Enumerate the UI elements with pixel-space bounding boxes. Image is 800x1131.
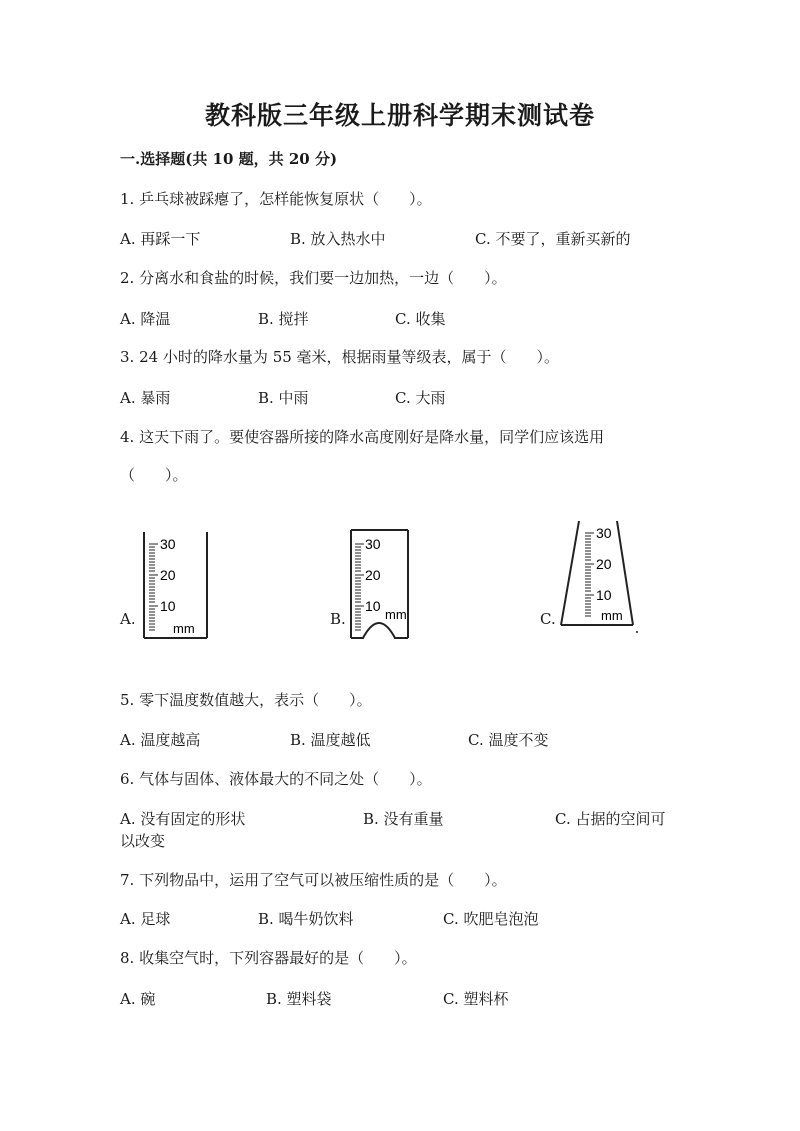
q4-option-b: B. xyxy=(330,610,346,628)
q1-option-b: B. 放入热水中 xyxy=(290,230,386,248)
question-2: 2. 分离水和食盐的时候，我们要一边加热，一边（ ）。 xyxy=(120,269,507,287)
unit-label: mm xyxy=(173,621,195,636)
question-6: 6. 气体与固体、液体最大的不同之处（ ）。 xyxy=(120,770,432,788)
q6-option-b: B. 没有重量 xyxy=(363,810,444,828)
q6-option-c-wrap: 以改变 xyxy=(120,832,166,850)
question-8: 8. 收集空气时，下列容器最好的是（ ）。 xyxy=(120,949,417,967)
q3-option-c: C. 大雨 xyxy=(395,389,446,407)
q1-option-c: C. 不要了，重新买新的 xyxy=(475,230,631,248)
unit-label: mm xyxy=(601,608,623,623)
page-title: 教科版三年级上册科学期末测试卷 xyxy=(204,101,595,130)
tick-label-30: 30 xyxy=(365,536,381,552)
tick-label-20: 20 xyxy=(596,556,612,572)
q3-option-a: A. 暴雨 xyxy=(120,389,171,407)
q5-option-a: A. 温度越高 xyxy=(120,731,201,749)
q8-option-b: B. 塑料袋 xyxy=(266,990,332,1008)
q8-option-a: A. 碗 xyxy=(120,990,156,1008)
tick-label-30: 30 xyxy=(596,525,612,541)
tick-label-10: 10 xyxy=(160,598,176,614)
q2-option-b: B. 搅拌 xyxy=(258,310,309,328)
question-3: 3. 24 小时的降水量为 55 毫米，根据雨量等级表，属于（ ）。 xyxy=(120,348,560,366)
q7-option-a: A. 足球 xyxy=(120,910,171,928)
q2-option-a: A. 降温 xyxy=(120,310,171,328)
q2-option-c: C. 收集 xyxy=(395,310,446,328)
q5-option-c: C. 温度不变 xyxy=(468,731,549,749)
q7-option-b: B. 喝牛奶饮料 xyxy=(258,910,354,928)
q3-option-b: B. 中雨 xyxy=(258,389,309,407)
unit-label: mm xyxy=(385,607,407,622)
q6-option-c: C. 占据的空间可 xyxy=(555,810,666,828)
q5-option-b: B. 温度越低 xyxy=(290,731,371,749)
gauge-tapered-figure xyxy=(555,515,645,640)
question-4-continued: （ ）。 xyxy=(120,466,188,484)
question-1: 1. 乒乓球被踩瘪了，怎样能恢复原状（ ）。 xyxy=(120,190,432,208)
tick-label-10: 10 xyxy=(596,587,612,603)
tick-label-10: 10 xyxy=(365,598,381,614)
tick-label-30: 30 xyxy=(160,536,176,552)
gauge-cylinder-figure xyxy=(138,520,218,645)
question-4: 4. 这天下雨了。要使容器所接的降水高度刚好是降水量，同学们应该选用 xyxy=(120,428,605,446)
tick-label-20: 20 xyxy=(365,567,381,583)
question-7: 7. 下列物品中，运用了空气可以被压缩性质的是（ ）。 xyxy=(120,871,507,889)
q4-option-a: A. xyxy=(120,610,136,628)
q6-option-a: A. 没有固定的形状 xyxy=(120,810,246,828)
question-5: 5. 零下温度数值越大，表示（ ）。 xyxy=(120,691,372,709)
q8-option-c: C. 塑料杯 xyxy=(443,990,509,1008)
section-heading: 一.选择题(共 10 题，共 20 分) xyxy=(120,150,338,168)
q1-option-a: A. 再踩一下 xyxy=(120,230,201,248)
gauge-curved-base-figure xyxy=(345,520,420,645)
tick-label-20: 20 xyxy=(160,567,176,583)
q7-option-c: C. 吹肥皂泡泡 xyxy=(443,910,539,928)
q4-option-c: C. xyxy=(540,610,556,628)
